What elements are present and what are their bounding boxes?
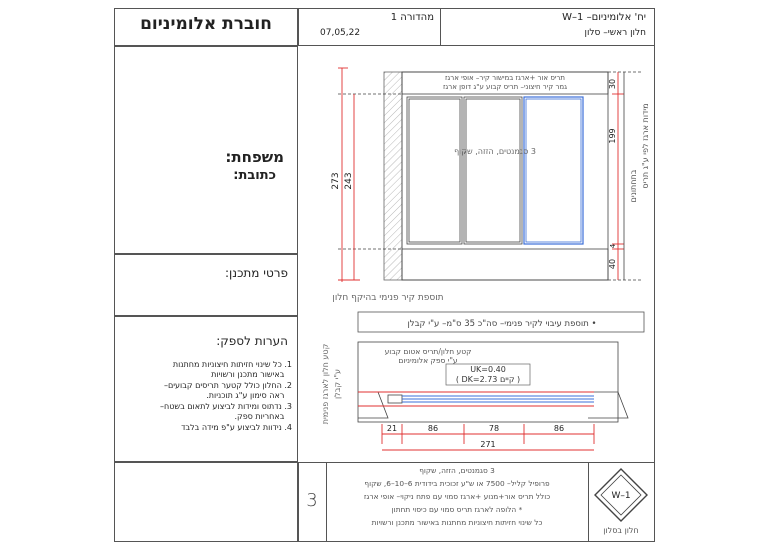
- section-dim-86a: 86: [427, 424, 439, 433]
- designer-box: [114, 254, 298, 316]
- note-item: 1. כל שינוי חזיתות חיצוניות מחתנות באישור מתכנן ורשויות: [172, 360, 292, 379]
- dim-4: 4: [609, 243, 617, 249]
- tag-divider: [588, 462, 589, 542]
- panel-1: [407, 97, 462, 244]
- dim-199: 199: [608, 128, 617, 144]
- dim-273: 273: [331, 172, 341, 190]
- panel-1-inner: [409, 99, 460, 242]
- section-wall-left: [358, 392, 388, 418]
- panel-3-inner: [526, 99, 581, 242]
- bottom-note: תוספת קיר פנימי בהיקף חלון: [332, 293, 444, 303]
- revision-label: מהדורה 1: [390, 12, 434, 23]
- panel-label: 3 סגמנטים, הזזה, שקוף: [454, 147, 536, 156]
- right-note-1: בתחתונים: [629, 169, 638, 203]
- note-item: 4. נידוות לביצוע ע"פ מידה בלבד: [181, 423, 292, 432]
- uk-value: UK=0.40: [470, 365, 506, 374]
- spec-line-4: * הלופה לארגז תריס סמוי עם כיסוי תחתון: [391, 505, 523, 514]
- tag-code: W–1: [611, 491, 631, 501]
- notes-list: [118, 360, 292, 433]
- spec-line-3: כולל תריס אור+מנוע +ארגז סמוי עם פתח ניקוי– אופי ארגז: [363, 492, 551, 501]
- tag-caption: חלון בסלון: [603, 526, 639, 535]
- note-item: 3. נדתוס ומידות לביצוע לתאום בשטח– באחריות ספק.: [160, 402, 292, 421]
- address-label: כתובת:: [233, 168, 276, 183]
- spec-line-5: כל שינוי חזיתות חיצוניות מחתנות באישור מתכנן ורשויות: [371, 518, 543, 527]
- panel-3: [524, 97, 583, 244]
- panel-2: [464, 97, 522, 244]
- notes-title: הערות לספק:: [216, 334, 288, 348]
- note-bar-text: • תוספת עיבוי לקיר פנימי– סה"כ 35 ס"מ– ע"י קבלן: [407, 319, 597, 329]
- top-note-2: גמר קיר חיצוני– תריס קבוע ע"ג דופן ארגז: [442, 83, 568, 91]
- section-dim-21: 21: [386, 424, 398, 433]
- sheet-number: 3: [306, 490, 318, 511]
- section-side-1: קטע חלון לארגז פנימית: [321, 343, 330, 425]
- panel-2-inner: [466, 99, 520, 242]
- spec-text: [330, 464, 584, 529]
- section-note-2: ע"י ספק אלומיניום: [398, 356, 458, 365]
- bottom-left-box: [114, 462, 298, 542]
- spec-line-2: פרופיל קליל– 7500 או ש"ע זכוכית בידודית 6–10–6, שקוף: [364, 479, 550, 488]
- sheet-number-divider: [326, 462, 327, 542]
- section-dim-total: 271: [480, 440, 496, 449]
- booklet-title: חוברת אלומיניום: [140, 14, 272, 34]
- dim-40: 40: [608, 258, 617, 270]
- section-dim-86b: 86: [553, 424, 565, 433]
- note-item: 2. החלון כולל קטער תריסים קבועים– ראה סימון ע"ג תוכניות.: [163, 381, 292, 400]
- dk-value: ( DK=2.73 קיים ): [455, 375, 521, 384]
- sill: [402, 249, 608, 280]
- spec-line-1: 3 סגמנטים, הזזה, שקוף: [419, 466, 495, 475]
- right-note-2: מידות ארגז לפי ע"ג תריס: [641, 103, 650, 189]
- section-dim-78: 78: [488, 424, 500, 433]
- drawing-area: [298, 46, 655, 462]
- unit-label: יח' אלומיניום– W–1: [562, 12, 646, 23]
- section-note-1: קטע חלון/תריס אטום קבוע: [384, 347, 472, 356]
- top-note-1: תריס אור +ארגז במישור קיר– אופי ארגז: [445, 74, 565, 82]
- section-side-2: ע"י קבלן: [333, 368, 342, 400]
- unit-sublabel: חלון ראשי– סלון: [584, 28, 646, 38]
- dim-30: 30: [608, 78, 617, 90]
- header-divider: [440, 8, 441, 46]
- dim-243: 243: [344, 172, 354, 190]
- designer-label: פרטי מתכנן:: [224, 266, 288, 280]
- revision-date: 07,05,22: [320, 28, 361, 38]
- tag-diamond: [592, 466, 650, 524]
- family-label: משפחת:: [225, 148, 284, 166]
- section-small-box: [388, 395, 402, 403]
